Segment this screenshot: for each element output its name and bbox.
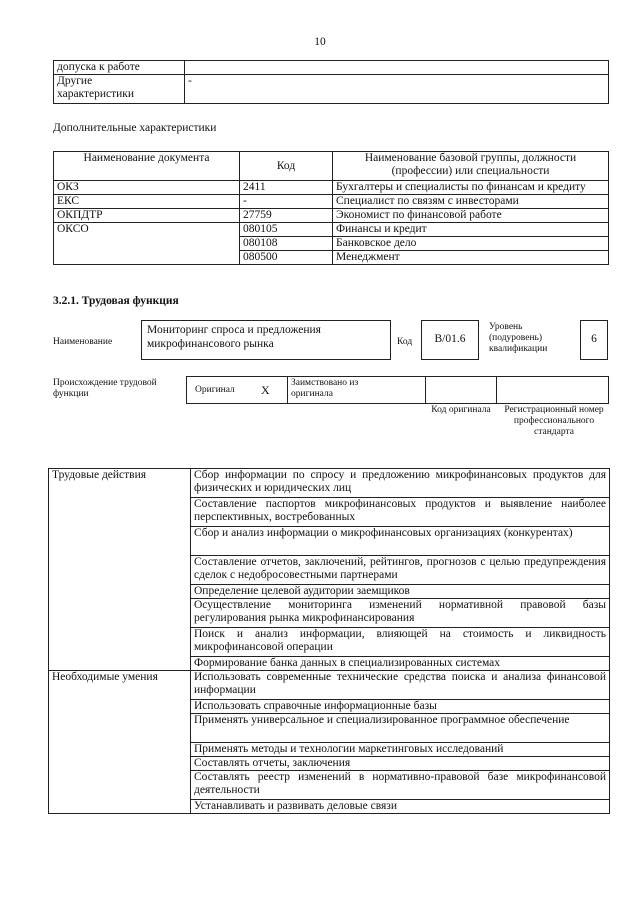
labour-function-table: [48, 468, 610, 814]
divider: [287, 377, 288, 403]
action-item: Осуществление мониторинга изменений нормативной правовой базы регулирования рынка микрофинансирования: [191, 599, 610, 628]
table-row: [49, 671, 610, 700]
row-label: допуска к работе: [54, 61, 185, 75]
table-cell: Бухгалтеры и специалисты по финансам и кредиту: [333, 181, 609, 195]
table-cell: Банковское дело: [333, 237, 609, 251]
table-cell: ЕКС: [54, 195, 240, 209]
code-box: [421, 320, 479, 360]
borrowed-label: Заимствовано из оригинала: [291, 378, 359, 399]
function-name-box: [141, 320, 391, 360]
origin-label: Происхождение трудовой функции: [53, 378, 157, 399]
origin-box: [186, 376, 609, 404]
table-header-row: [54, 152, 609, 181]
section-title: 3.2.1. Трудовая функция: [53, 295, 179, 307]
actions-label: Трудовые действия: [49, 469, 191, 671]
skill-item: Составлять реестр изменений в нормативно-правовой базе микрофинансовой деятельности: [191, 771, 610, 800]
table-cell: ОКПДТР: [54, 209, 240, 223]
table-row: [49, 469, 610, 498]
table-row: [54, 75, 609, 104]
table-row: [54, 61, 609, 75]
skill-item: Использовать современные технические средства поиска и анализа финансовой информации: [191, 671, 610, 700]
column-header: Наименование документа: [54, 152, 240, 181]
table-cell: ОКСО: [54, 223, 240, 265]
table-row: [54, 195, 609, 209]
column-header: Наименование базовой группы, должности (профессии) или специальности: [333, 152, 609, 181]
table-row: [54, 181, 609, 195]
column-header: Код: [240, 152, 333, 181]
additional-characteristics-heading: Дополнительные характеристики: [53, 122, 217, 134]
table-cell: 080105: [240, 223, 333, 237]
code-value: B/01.6: [434, 333, 466, 345]
skills-label: Необходимые умения: [49, 671, 191, 814]
action-item: Составление отчетов, заключений, рейтингов, прогнозов с целью предупреждения сделок с недобросовестными партнерами: [191, 556, 610, 585]
table-cell: 2411: [240, 181, 333, 195]
qualification-table-fragment: [53, 60, 609, 104]
table-cell: Специалист по связям с инвесторами: [333, 195, 609, 209]
divider: [425, 377, 426, 403]
table-cell: 080500: [240, 251, 333, 265]
skill-item: Применять методы и технологии маркетинговых исследований: [191, 743, 610, 757]
table-cell: 27759: [240, 209, 333, 223]
table-row: [54, 223, 609, 237]
skill-item: Устанавливать и развивать деловые связи: [191, 800, 610, 814]
action-item: Определение целевой аудитории заемщиков: [191, 585, 610, 599]
action-item: Сбор и анализ информации о микрофинансовых организациях (конкурентах): [191, 527, 610, 556]
table-cell: Менеджмент: [333, 251, 609, 265]
table-cell: Экономист по финансовой работе: [333, 209, 609, 223]
level-label: Уровень (подуровень) квалификации: [489, 322, 548, 354]
additional-characteristics-table: [53, 151, 609, 265]
page-number: 10: [314, 36, 326, 48]
skill-item: Применять универсальное и специализированное программное обеспечение: [191, 714, 610, 743]
level-value: 6: [591, 333, 597, 345]
table-row: [54, 209, 609, 223]
function-name: Мониторинг спроса и предложения микрофинансового рынка: [147, 324, 321, 350]
action-item: Составление паспортов микрофинансовых продуктов и выявление наиболее перспективных, востребованных: [191, 498, 610, 527]
action-item: Формирование банка данных в специализированных системах: [191, 657, 610, 671]
table-cell: ОКЗ: [54, 181, 240, 195]
action-item: Поиск и анализ информации, влияющей на стоимость и ликвидность микрофинансовой операции: [191, 628, 610, 657]
row-value: -: [185, 75, 609, 104]
table-cell: 080108: [240, 237, 333, 251]
skill-item: Использовать справочные информационные базы: [191, 700, 610, 714]
reg-number-label: Регистрационный номер профессионального стандарта: [504, 405, 604, 437]
name-label: Наименование: [53, 337, 113, 347]
table-cell: -: [240, 195, 333, 209]
table-cell: Финансы и кредит: [333, 223, 609, 237]
row-value: [185, 61, 609, 75]
code-original-label: Код оригинала: [431, 405, 491, 415]
code-label: Код: [397, 337, 413, 347]
level-box: [580, 320, 608, 360]
original-mark: X: [261, 383, 270, 397]
divider: [496, 377, 497, 403]
original-label: Оригинал: [195, 385, 235, 395]
row-label: Другие характеристики: [54, 75, 185, 104]
action-item: Сбор информации по спросу и предложению микрофинансовых продуктов для физических и юридических лиц: [191, 469, 610, 498]
skill-item: Составлять отчеты, заключения: [191, 757, 610, 771]
